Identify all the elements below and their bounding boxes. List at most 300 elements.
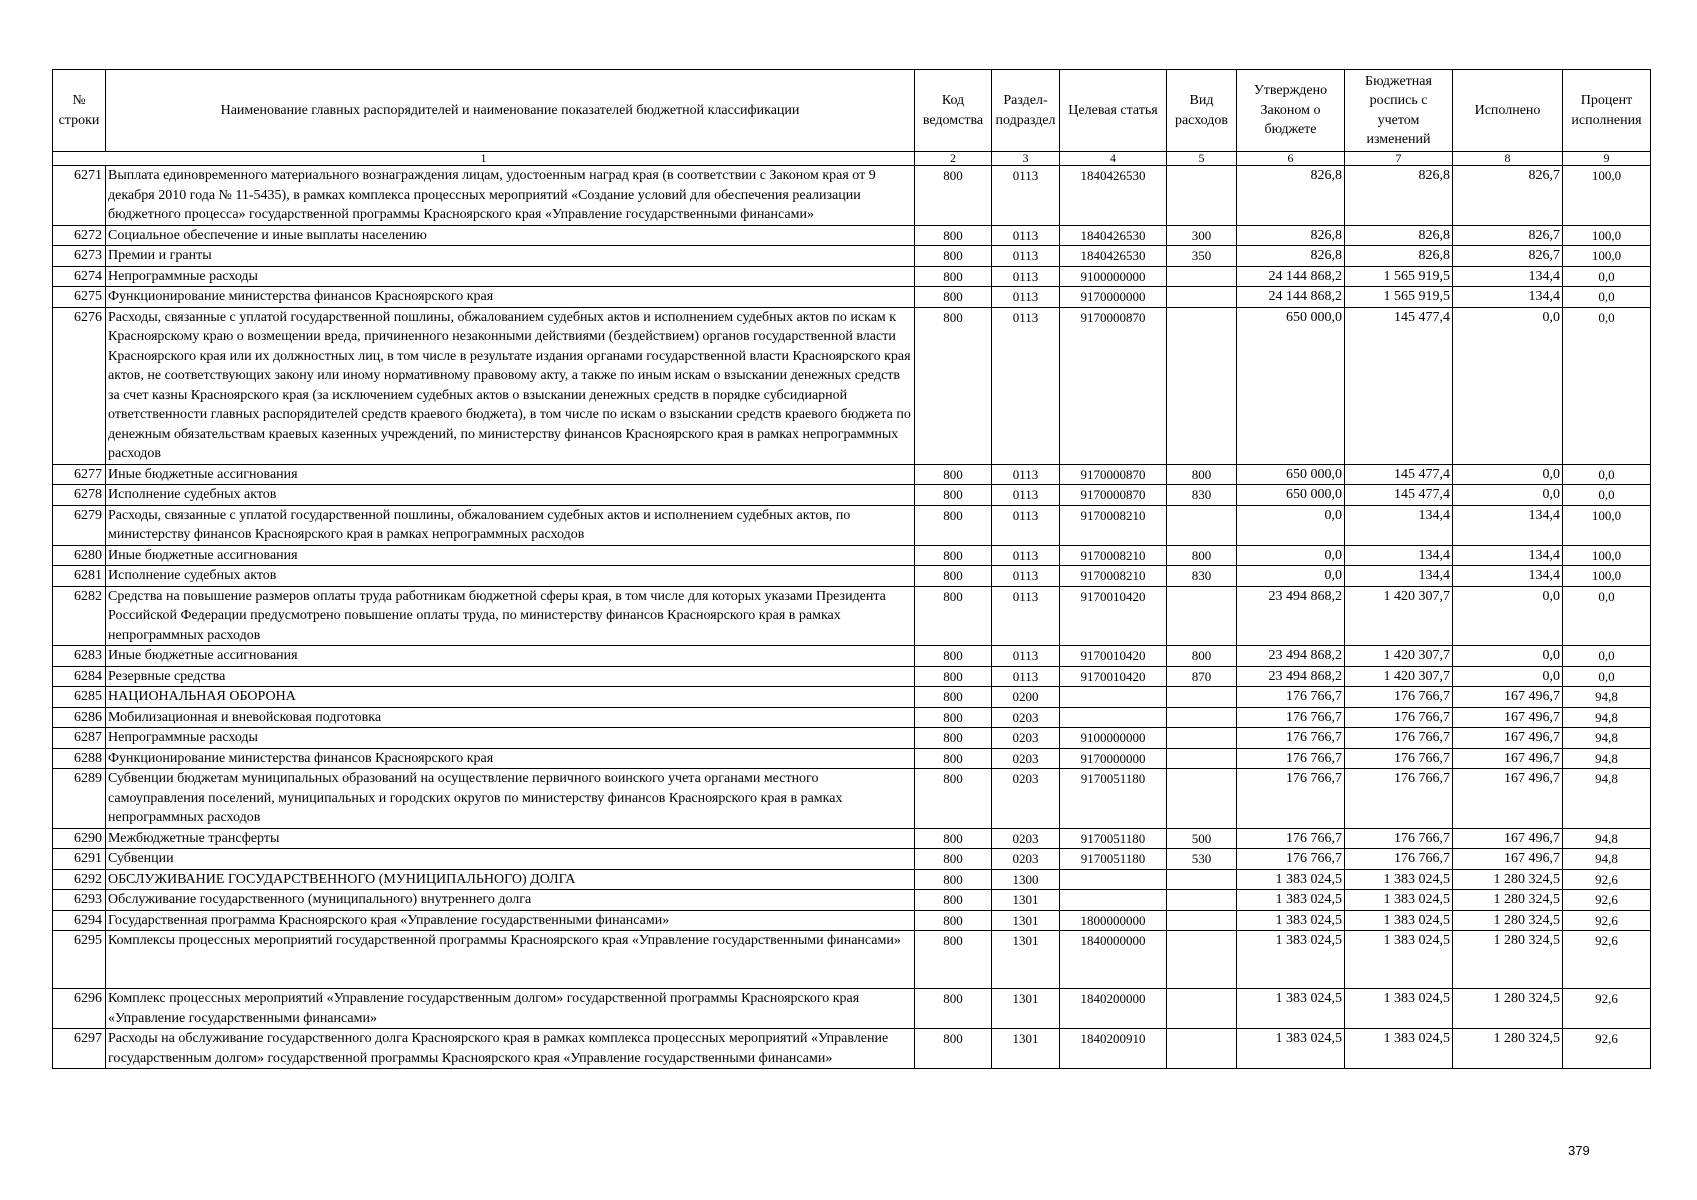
column-number: 4: [1060, 152, 1167, 166]
execution-percent: 92,6: [1563, 989, 1651, 1029]
budget-amount: 176 766,7: [1345, 728, 1453, 749]
row-name: НАЦИОНАЛЬНАЯ ОБОРОНА: [106, 687, 915, 708]
department-code: 800: [915, 166, 992, 226]
department-code: 800: [915, 307, 992, 464]
executed-amount: 0,0: [1453, 666, 1563, 687]
row-name: Выплата единовременного материального вознаграждения лицам, удостоенным наград края (в соответствии с Законом края от 9 декабря 2010 года № 11-5435), в рамках комплекса процессных мероприятий «Создание условий для обеспечения реализации бюджетного процесса» государственной программы Красноярского края «Управление государственными финансами»: [106, 166, 915, 226]
budget-amount: 1 420 307,7: [1345, 666, 1453, 687]
row-name: Расходы на обслуживание государственного долга Красноярского края в рамках комплекса процессных мероприятий «Управление государственным долгом» государственной программы Красноярского края «Управление государственными финансами»: [106, 1029, 915, 1069]
executed-amount: 1 280 324,5: [1453, 1029, 1563, 1069]
execution-percent: 0,0: [1563, 266, 1651, 287]
section-code: 0113: [992, 287, 1060, 308]
column-number-row: [53, 152, 1651, 166]
header-row: [53, 70, 1651, 152]
department-code: 800: [915, 828, 992, 849]
expense-type-code: 300: [1167, 225, 1237, 246]
target-item-code: 9170008210: [1060, 505, 1167, 545]
execution-percent: 92,6: [1563, 869, 1651, 890]
expense-type-code: 870: [1167, 666, 1237, 687]
row-number: 6282: [53, 586, 106, 646]
target-item-code: 1840426530: [1060, 166, 1167, 226]
row-number: 6293: [53, 890, 106, 911]
column-number: 1: [53, 152, 915, 166]
target-item-code: 9170010420: [1060, 646, 1167, 667]
row-number: 6272: [53, 225, 106, 246]
budget-amount: 176 766,7: [1345, 849, 1453, 870]
section-code: 1301: [992, 989, 1060, 1029]
target-item-code: 9170051180: [1060, 849, 1167, 870]
target-item-code: 9170010420: [1060, 586, 1167, 646]
target-item-code: 9170008210: [1060, 545, 1167, 566]
section-code: 0113: [992, 505, 1060, 545]
approved-amount: 176 766,7: [1237, 707, 1345, 728]
department-code: 800: [915, 485, 992, 506]
approved-amount: 176 766,7: [1237, 748, 1345, 769]
execution-percent: 94,8: [1563, 748, 1651, 769]
table-row: [53, 646, 1651, 667]
executed-amount: 1 280 324,5: [1453, 931, 1563, 989]
execution-percent: 0,0: [1563, 666, 1651, 687]
budget-amount: 1 383 024,5: [1345, 931, 1453, 989]
expense-type-code: 530: [1167, 849, 1237, 870]
budget-amount: 134,4: [1345, 566, 1453, 587]
page-number: 379: [1568, 1143, 1590, 1158]
table-row: [53, 728, 1651, 749]
expense-type-code: [1167, 910, 1237, 931]
budget-amount: 176 766,7: [1345, 769, 1453, 829]
row-name: Социальное обеспечение и иные выплаты населению: [106, 225, 915, 246]
executed-amount: 134,4: [1453, 505, 1563, 545]
execution-percent: 100,0: [1563, 166, 1651, 226]
execution-percent: 0,0: [1563, 485, 1651, 506]
table-row: [53, 828, 1651, 849]
row-name: Расходы, связанные с уплатой государственной пошлины, обжалованием судебных актов и исполнением судебных актов по искам к Красноярскому краю о возмещении вреда, причиненного незаконными действиями (бездействием) органов государственной власти Красноярского края или их должностных лиц, в том числе в результате издания органами государственной власти Красноярского края актов, не соответствующих закону или иному нормативному правовому акту, а также по иным искам о взыскании денежных средств за счет казны Красноярского края (за исключением судебных актов о взыскании денежных средств в порядке субсидиарной ответственности главных распорядителей средств краевого бюджета), в том числе по искам о взыскании средств краевого бюджета по денежным обязательствам краевых казенных учреждений, по министерству финансов Красноярского края в рамках непрограммных расходов: [106, 307, 915, 464]
row-name: Расходы, связанные с уплатой государственной пошлины, обжалованием судебных актов и исполнением судебных актов, по министерству финансов Красноярского края в рамках непрограммных расходов: [106, 505, 915, 545]
target-item-code: 9170000870: [1060, 464, 1167, 485]
target-item-code: 9170000870: [1060, 307, 1167, 464]
department-code: 800: [915, 748, 992, 769]
execution-percent: 92,6: [1563, 1029, 1651, 1069]
executed-amount: 1 280 324,5: [1453, 910, 1563, 931]
row-number: 6289: [53, 769, 106, 829]
execution-percent: 94,8: [1563, 707, 1651, 728]
approved-amount: 176 766,7: [1237, 687, 1345, 708]
section-code: 0113: [992, 566, 1060, 587]
budget-amount: 1 383 024,5: [1345, 989, 1453, 1029]
execution-percent: 0,0: [1563, 586, 1651, 646]
executed-amount: 134,4: [1453, 545, 1563, 566]
executed-amount: 826,7: [1453, 166, 1563, 226]
approved-amount: 650 000,0: [1237, 485, 1345, 506]
execution-percent: 100,0: [1563, 505, 1651, 545]
expense-type-code: [1167, 687, 1237, 708]
executed-amount: 0,0: [1453, 464, 1563, 485]
executed-amount: 826,7: [1453, 246, 1563, 267]
row-number: 6273: [53, 246, 106, 267]
table-row: [53, 505, 1651, 545]
execution-percent: 0,0: [1563, 307, 1651, 464]
row-number: 6278: [53, 485, 106, 506]
approved-amount: 826,8: [1237, 225, 1345, 246]
approved-amount: 1 383 024,5: [1237, 989, 1345, 1029]
budget-amount: 145 477,4: [1345, 464, 1453, 485]
column-number: 7: [1345, 152, 1453, 166]
executed-amount: 0,0: [1453, 586, 1563, 646]
department-code: 800: [915, 287, 992, 308]
executed-amount: 167 496,7: [1453, 849, 1563, 870]
row-name: Субвенции бюджетам муниципальных образований на осуществление первичного воинского учета органами местного самоуправления поселений, муниципальных и городских округов по министерству финансов Красноярского края в рамках непрограммных расходов: [106, 769, 915, 829]
approved-amount: 826,8: [1237, 166, 1345, 226]
budget-amount: 145 477,4: [1345, 307, 1453, 464]
expense-type-code: [1167, 769, 1237, 829]
execution-percent: 92,6: [1563, 910, 1651, 931]
section-code: 0113: [992, 586, 1060, 646]
budget-amount: 1 420 307,7: [1345, 646, 1453, 667]
approved-amount: 650 000,0: [1237, 307, 1345, 464]
table-row: [53, 849, 1651, 870]
column-number: 2: [915, 152, 992, 166]
department-code: 800: [915, 869, 992, 890]
department-code: 800: [915, 687, 992, 708]
table-row: [53, 748, 1651, 769]
row-number: 6285: [53, 687, 106, 708]
executed-amount: 167 496,7: [1453, 687, 1563, 708]
executed-amount: 0,0: [1453, 485, 1563, 506]
budget-amount: 826,8: [1345, 225, 1453, 246]
budget-amount: 134,4: [1345, 545, 1453, 566]
budget-amount: 1 383 024,5: [1345, 1029, 1453, 1069]
department-code: 800: [915, 266, 992, 287]
row-name: Иные бюджетные ассигнования: [106, 646, 915, 667]
execution-percent: 94,8: [1563, 769, 1651, 829]
execution-percent: 94,8: [1563, 687, 1651, 708]
row-number: 6287: [53, 728, 106, 749]
row-name: Непрограммные расходы: [106, 728, 915, 749]
table-row: [53, 666, 1651, 687]
approved-amount: 23 494 868,2: [1237, 666, 1345, 687]
target-item-code: 1840426530: [1060, 246, 1167, 267]
row-name: Средства на повышение размеров оплаты труда работникам бюджетной сферы края, в том числе для которых указами Президента Российской Федерации предусмотрено повышение оплаты труда, по министерству финансов Красноярского края в рамках непрограммных расходов: [106, 586, 915, 646]
row-name: Комплекс процессных мероприятий «Управление государственным долгом» государственной программы Красноярского края «Управление государственными финансами»: [106, 989, 915, 1029]
section-code: 0203: [992, 728, 1060, 749]
target-item-code: 9170010420: [1060, 666, 1167, 687]
section-code: 1301: [992, 890, 1060, 911]
header-executed: Исполнено: [1453, 70, 1563, 152]
header-department-code: Код ведомства: [915, 70, 992, 152]
row-name: Функционирование министерства финансов Красноярского края: [106, 287, 915, 308]
row-name: Резервные средства: [106, 666, 915, 687]
row-name: Государственная программа Красноярского края «Управление государственными финансами»: [106, 910, 915, 931]
target-item-code: [1060, 707, 1167, 728]
header-budget-schedule: Бюджетная роспись с учетом изменений: [1345, 70, 1453, 152]
row-name: Иные бюджетные ассигнования: [106, 464, 915, 485]
table-body: [53, 166, 1651, 1069]
header-row-number: № строки: [53, 70, 106, 152]
executed-amount: 167 496,7: [1453, 748, 1563, 769]
department-code: 800: [915, 707, 992, 728]
section-code: 1301: [992, 931, 1060, 989]
target-item-code: 1840426530: [1060, 225, 1167, 246]
section-code: 0113: [992, 646, 1060, 667]
section-code: 0113: [992, 307, 1060, 464]
row-number: 6297: [53, 1029, 106, 1069]
row-number: 6274: [53, 266, 106, 287]
table-row: [53, 989, 1651, 1029]
section-code: 0113: [992, 666, 1060, 687]
executed-amount: 134,4: [1453, 266, 1563, 287]
department-code: 800: [915, 545, 992, 566]
table-row: [53, 890, 1651, 911]
department-code: 800: [915, 566, 992, 587]
executed-amount: 167 496,7: [1453, 769, 1563, 829]
table-row: [53, 687, 1651, 708]
executed-amount: 1 280 324,5: [1453, 890, 1563, 911]
budget-amount: 1 565 919,5: [1345, 266, 1453, 287]
executed-amount: 1 280 324,5: [1453, 869, 1563, 890]
column-number: 8: [1453, 152, 1563, 166]
section-code: 0203: [992, 769, 1060, 829]
budget-amount: 176 766,7: [1345, 707, 1453, 728]
table-row: [53, 931, 1651, 989]
approved-amount: 24 144 868,2: [1237, 287, 1345, 308]
section-code: 0113: [992, 266, 1060, 287]
row-number: 6281: [53, 566, 106, 587]
department-code: 800: [915, 728, 992, 749]
execution-percent: 0,0: [1563, 287, 1651, 308]
row-number: 6296: [53, 989, 106, 1029]
target-item-code: 1840200910: [1060, 1029, 1167, 1069]
executed-amount: 134,4: [1453, 287, 1563, 308]
approved-amount: 1 383 024,5: [1237, 1029, 1345, 1069]
execution-percent: 100,0: [1563, 246, 1651, 267]
row-number: 6288: [53, 748, 106, 769]
row-number: 6283: [53, 646, 106, 667]
approved-amount: 650 000,0: [1237, 464, 1345, 485]
section-code: 0113: [992, 246, 1060, 267]
expense-type-code: 830: [1167, 566, 1237, 587]
executed-amount: 0,0: [1453, 307, 1563, 464]
budget-amount: 176 766,7: [1345, 687, 1453, 708]
target-item-code: 9170051180: [1060, 828, 1167, 849]
target-item-code: [1060, 890, 1167, 911]
approved-amount: 0,0: [1237, 505, 1345, 545]
expense-type-code: 800: [1167, 646, 1237, 667]
executed-amount: 0,0: [1453, 646, 1563, 667]
approved-amount: 0,0: [1237, 566, 1345, 587]
table-row: [53, 1029, 1651, 1069]
department-code: 800: [915, 1029, 992, 1069]
target-item-code: [1060, 869, 1167, 890]
department-code: 800: [915, 246, 992, 267]
approved-amount: 176 766,7: [1237, 728, 1345, 749]
approved-amount: 176 766,7: [1237, 828, 1345, 849]
expense-type-code: [1167, 166, 1237, 226]
header-target-item: Целевая статья: [1060, 70, 1167, 152]
row-number: 6276: [53, 307, 106, 464]
section-code: 1301: [992, 910, 1060, 931]
department-code: 800: [915, 464, 992, 485]
expense-type-code: [1167, 989, 1237, 1029]
execution-percent: 94,8: [1563, 849, 1651, 870]
target-item-code: 9170000000: [1060, 748, 1167, 769]
row-number: 6271: [53, 166, 106, 226]
department-code: 800: [915, 849, 992, 870]
budget-amount: 1 383 024,5: [1345, 910, 1453, 931]
row-name: Иные бюджетные ассигнования: [106, 545, 915, 566]
execution-percent: 94,8: [1563, 828, 1651, 849]
expense-type-code: [1167, 287, 1237, 308]
budget-amount: 1 383 024,5: [1345, 890, 1453, 911]
target-item-code: 1840200000: [1060, 989, 1167, 1029]
row-number: 6279: [53, 505, 106, 545]
section-code: 0113: [992, 545, 1060, 566]
expense-type-code: 350: [1167, 246, 1237, 267]
department-code: 800: [915, 769, 992, 829]
table-row: [53, 225, 1651, 246]
expense-type-code: [1167, 586, 1237, 646]
approved-amount: 1 383 024,5: [1237, 890, 1345, 911]
table-row: [53, 869, 1651, 890]
approved-amount: 0,0: [1237, 545, 1345, 566]
row-number: 6275: [53, 287, 106, 308]
budget-amount: 176 766,7: [1345, 828, 1453, 849]
department-code: 800: [915, 646, 992, 667]
target-item-code: 9100000000: [1060, 266, 1167, 287]
execution-percent: 92,6: [1563, 890, 1651, 911]
executed-amount: 167 496,7: [1453, 728, 1563, 749]
row-name: ОБСЛУЖИВАНИЕ ГОСУДАРСТВЕННОГО (МУНИЦИПАЛЬНОГО) ДОЛГА: [106, 869, 915, 890]
row-number: 6292: [53, 869, 106, 890]
department-code: 800: [915, 225, 992, 246]
table-row: [53, 545, 1651, 566]
budget-amount: 176 766,7: [1345, 748, 1453, 769]
expense-type-code: 800: [1167, 545, 1237, 566]
execution-percent: 100,0: [1563, 545, 1651, 566]
row-name: Исполнение судебных актов: [106, 566, 915, 587]
approved-amount: 1 383 024,5: [1237, 910, 1345, 931]
table-row: [53, 769, 1651, 829]
section-code: 0200: [992, 687, 1060, 708]
table-row: [53, 464, 1651, 485]
table-row: [53, 566, 1651, 587]
column-number: 9: [1563, 152, 1651, 166]
execution-percent: 0,0: [1563, 464, 1651, 485]
target-item-code: [1060, 687, 1167, 708]
section-code: 0203: [992, 707, 1060, 728]
header-expense-type: Вид расходов: [1167, 70, 1237, 152]
table-row: [53, 910, 1651, 931]
approved-amount: 23 494 868,2: [1237, 586, 1345, 646]
department-code: 800: [915, 890, 992, 911]
budget-amount: 145 477,4: [1345, 485, 1453, 506]
row-name: Непрограммные расходы: [106, 266, 915, 287]
column-number: 5: [1167, 152, 1237, 166]
approved-amount: 1 383 024,5: [1237, 869, 1345, 890]
column-number: 3: [992, 152, 1060, 166]
expense-type-code: [1167, 266, 1237, 287]
row-name: Субвенции: [106, 849, 915, 870]
approved-amount: 826,8: [1237, 246, 1345, 267]
row-name: Премии и гранты: [106, 246, 915, 267]
row-number: 6294: [53, 910, 106, 931]
section-code: 1300: [992, 869, 1060, 890]
approved-amount: 176 766,7: [1237, 849, 1345, 870]
execution-percent: 92,6: [1563, 931, 1651, 989]
row-number: 6284: [53, 666, 106, 687]
target-item-code: 1840000000: [1060, 931, 1167, 989]
budget-amount: 134,4: [1345, 505, 1453, 545]
budget-amount: 826,8: [1345, 246, 1453, 267]
row-name: Исполнение судебных актов: [106, 485, 915, 506]
table-row: [53, 266, 1651, 287]
row-number: 6286: [53, 707, 106, 728]
executed-amount: 134,4: [1453, 566, 1563, 587]
section-code: 0113: [992, 225, 1060, 246]
expense-type-code: [1167, 869, 1237, 890]
execution-percent: 100,0: [1563, 225, 1651, 246]
budget-table: [52, 69, 1651, 1069]
executed-amount: 167 496,7: [1453, 828, 1563, 849]
row-name: Мобилизационная и вневойсковая подготовка: [106, 707, 915, 728]
section-code: 0203: [992, 849, 1060, 870]
table-row: [53, 586, 1651, 646]
approved-amount: 1 383 024,5: [1237, 931, 1345, 989]
budget-amount: 826,8: [1345, 166, 1453, 226]
table-row: [53, 246, 1651, 267]
department-code: 800: [915, 505, 992, 545]
department-code: 800: [915, 666, 992, 687]
target-item-code: 1800000000: [1060, 910, 1167, 931]
approved-amount: 24 144 868,2: [1237, 266, 1345, 287]
budget-amount: 1 420 307,7: [1345, 586, 1453, 646]
expense-type-code: [1167, 931, 1237, 989]
department-code: 800: [915, 931, 992, 989]
table-row: [53, 707, 1651, 728]
header-section: Раздел-подраздел: [992, 70, 1060, 152]
approved-amount: 176 766,7: [1237, 769, 1345, 829]
row-name: Комплексы процессных мероприятий государственной программы Красноярского края «Управление государственными финансами»: [106, 931, 915, 989]
table-row: [53, 307, 1651, 464]
row-name: Обслуживание государственного (муниципального) внутреннего долга: [106, 890, 915, 911]
expense-type-code: [1167, 505, 1237, 545]
header-name: Наименование главных распорядителей и наименование показателей бюджетной классификации: [106, 70, 915, 152]
execution-percent: 94,8: [1563, 728, 1651, 749]
expense-type-code: [1167, 1029, 1237, 1069]
table-row: [53, 485, 1651, 506]
expense-type-code: [1167, 890, 1237, 911]
executed-amount: 167 496,7: [1453, 707, 1563, 728]
target-item-code: 9170000000: [1060, 287, 1167, 308]
target-item-code: 9170008210: [1060, 566, 1167, 587]
expense-type-code: [1167, 748, 1237, 769]
target-item-code: 9170000870: [1060, 485, 1167, 506]
section-code: 0113: [992, 464, 1060, 485]
target-item-code: 9100000000: [1060, 728, 1167, 749]
expense-type-code: [1167, 728, 1237, 749]
row-number: 6277: [53, 464, 106, 485]
execution-percent: 0,0: [1563, 646, 1651, 667]
expense-type-code: 800: [1167, 464, 1237, 485]
row-number: 6290: [53, 828, 106, 849]
department-code: 800: [915, 910, 992, 931]
row-name: Межбюджетные трансферты: [106, 828, 915, 849]
expense-type-code: 830: [1167, 485, 1237, 506]
expense-type-code: [1167, 707, 1237, 728]
execution-percent: 100,0: [1563, 566, 1651, 587]
header-percent: Процент исполнения: [1563, 70, 1651, 152]
header-approved: Утверждено Законом о бюджете: [1237, 70, 1345, 152]
column-number: 6: [1237, 152, 1345, 166]
